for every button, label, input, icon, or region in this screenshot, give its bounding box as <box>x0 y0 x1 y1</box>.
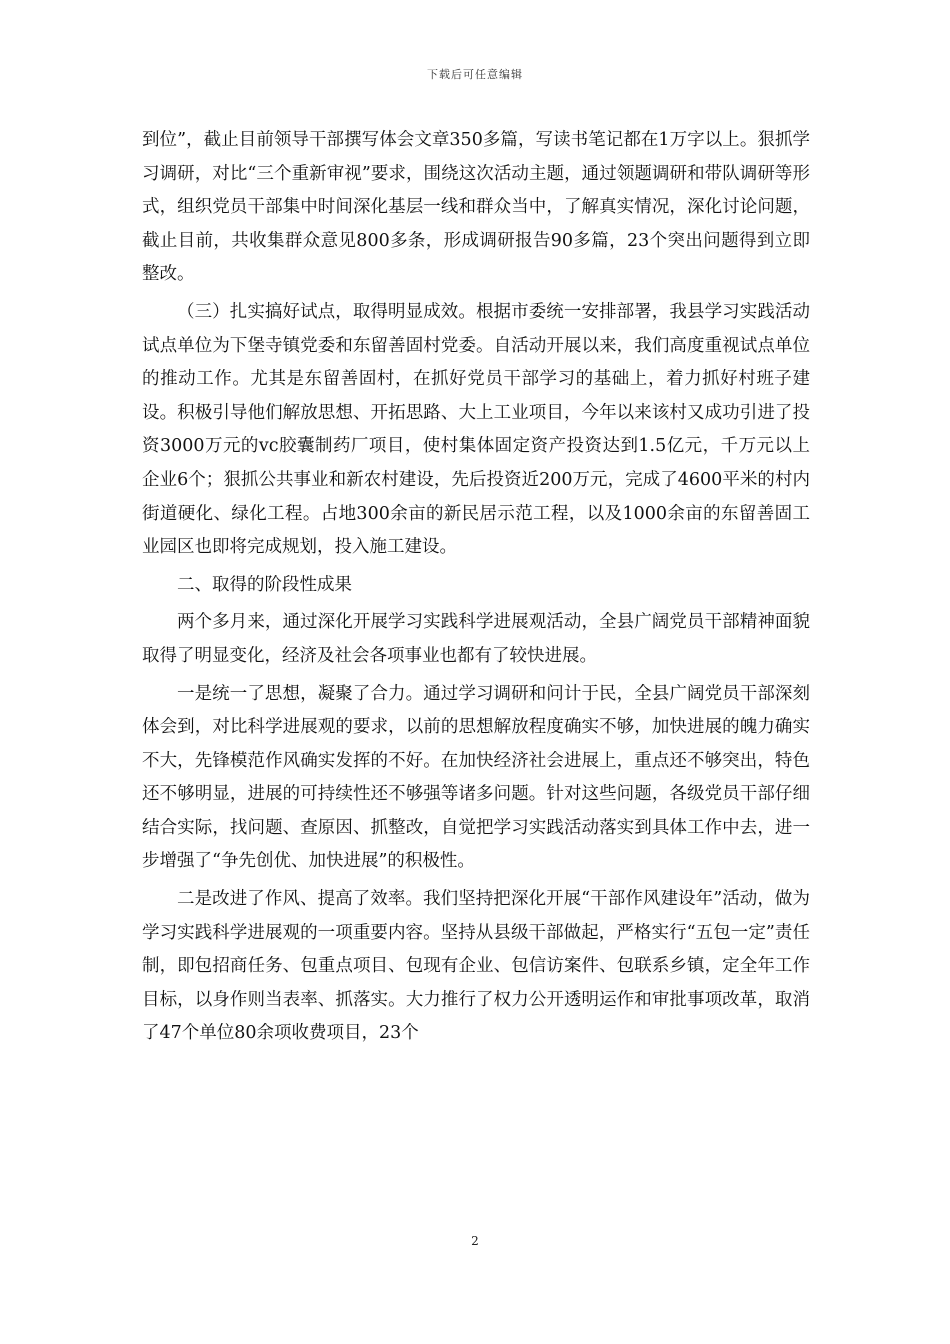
paragraph: 一是统一了思想，凝聚了合力。通过学习调研和问计于民，全县广阔党员干部深刻体会到，对比科学进展观的要求，以前的思想解放程度确实不够，加快进展的魄力确实不大，先锋模范作风确实发挥的不好。在加快经济社会进展上，重点还不够突出，特色还不够明显，进展的可持续性还不够强等诸多问题。针对这些问题，各级党员干部仔细结合实际，找问题、查原因、抓整改，自觉把学习实践活动落实到具体工作中去，进一步增强了“争先创优、加快进展”的积极性。 <box>142 683 810 872</box>
document-body <box>142 124 810 1055</box>
paragraph: （三）扎实搞好试点，取得明显成效。根据市委统一安排部署，我县学习实践活动试点单位为下堡寺镇党委和东留善固村党委。自活动开展以来，我们高度重视试点单位的推动工作。尤其是东留善固村，在抓好党员干部学习的基础上，着力抓好村班子建设。积极引导他们解放思想、开拓思路、大上工业项目，今年以来该村又成功引进了投资3000万元的vc胶囊制药厂项目，使村集体固定资产投资达到1.5亿元，千万元以上企业6个；狠抓公共事业和新农村建设，先后投资近200万元，完成了4600平米的村内街道硬化、绿化工程。占地300余亩的新民居示范工程，以及1000余亩的东留善固工业园区也即将完成规划，投入施工建设。 <box>142 301 810 558</box>
section-heading: 二、取得的阶段性成果 <box>177 574 352 595</box>
paragraph: 两个多月来，通过深化开展学习实践科学进展观活动，全县广阔党员干部精神面貌取得了明显变化，经济及社会各项事业也都有了较快进展。 <box>142 612 810 666</box>
paragraph: 到位”，截止目前领导干部撰写体会文章350多篇，写读书笔记都在1万字以上。狠抓学习调研，对比“三个重新审视”要求，围绕这次活动主题，通过领题调研和带队调研等形式，组织党员干部集中时间深化基层一线和群众当中，了解真实情况，深化讨论问题，截止目前，共收集群众意见800多条，形成调研报告90多篇，23个突出问题得到立即整改。 <box>142 130 810 285</box>
paragraph: 二是改进了作风、提高了效率。我们坚持把深化开展“干部作风建设年”活动，做为学习实践科学进展观的一项重要内容。坚持从县级干部做起，严格实行“五包一定”责任制，即包招商任务、包重点项目、包现有企业、包信访案件、包联系乡镇，定全年工作目标，以身作则当表率、抓落实。大力推行了权力公开透明运作和审批事项改革，取消了47个单位80余项收费项目，23个 <box>142 889 810 1044</box>
page-number: 2 <box>471 1234 479 1248</box>
page-header: 下载后可任意编辑 <box>427 68 523 81</box>
